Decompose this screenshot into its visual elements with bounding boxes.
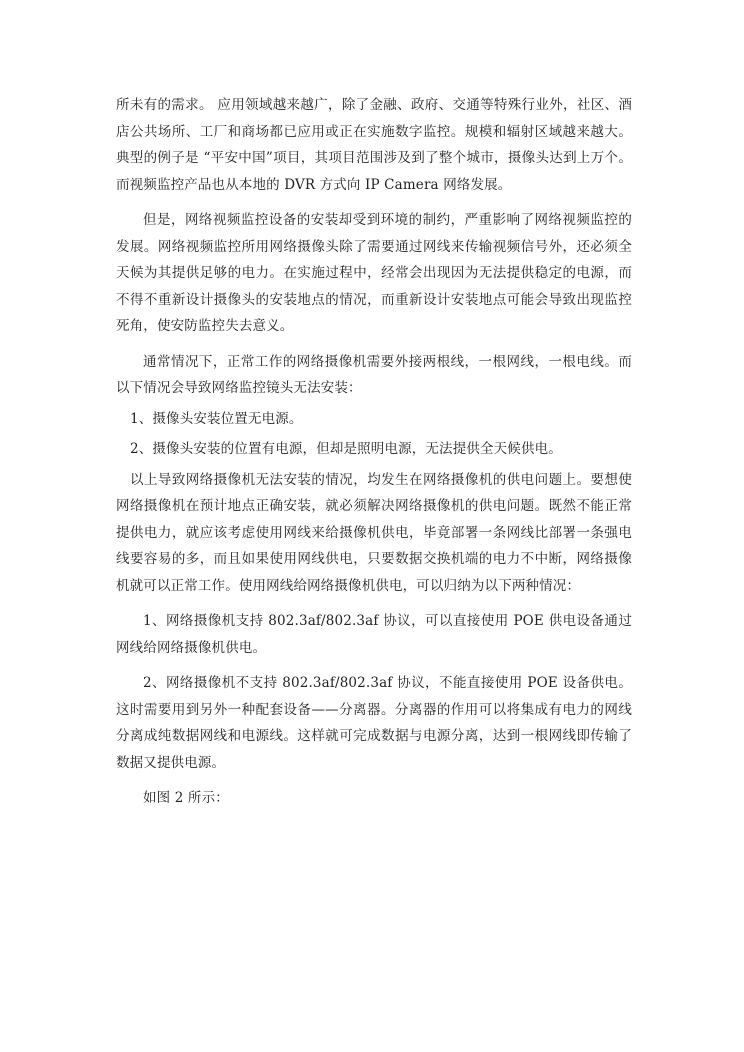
- paragraph-3: 通常情况下，正常工作的网络摄像机需要外接两根线，一根网线，一根电线。而以下情况会导致网络监控镜头无法安装：: [116, 353, 632, 396]
- paragraph-2: 但是，网络视频监控设备的安装却受到环境的制约，严重影响了网络视频监控的发展。网络视频监控所用网络摄像头除了需要通过网线来传输视频信号外，还必须全天候为其提供足够的电力。在实施过程中，经常会出现因为无法提供稳定的电源，而不得不重新设计摄像头的安装地点的情况，而重新设计安装地点可能会导致出现监控死角，使安防监控失去意义。: [116, 212, 632, 334]
- list-item-3: 1、网络摄像机支持 802.3af/802.3af 协议，可以直接使用 POE 供电设备通过网线给网络摄像机供电。: [116, 613, 632, 656]
- list-item-4: 2、网络摄像机不支持 802.3af/802.3af 协议，不能直接使用 POE 设备供电。这时需要用到另外一种配套设备——分离器。分离器的作用可以将集成有电力的网线分离成纯数据网线和电源线。这样就可完成数据与电源分离，达到一根网线即传输了数据又提供电源。: [116, 675, 632, 771]
- paragraph-4: 以上导致网络摄像机无法安装的情况，均发生在网络摄像机的供电问题上。要想使网络摄像机在预计地点正确安装，就必须解决网络摄像机的供电问题。既然不能正常提供电力，就应该考虑使用网线来给摄像机供电，毕竟部署一条网线比部署一条强电线要容易的多，而且如果使用网线供电，只要数据交换机端的电力不中断，网络摄像机就可以正常工作。使用网线给网络摄像机供电，可以归纳为以下两种情况：: [116, 471, 632, 594]
- figure-reference: 如图 2 所示：: [143, 790, 229, 806]
- list-item-1: 1、摄像头安装位置无电源。: [130, 410, 303, 427]
- paragraph-1: 所未有的需求。 应用领域越来越广，除了金融、政府、交通等特殊行业外，社区、酒店公共场所、工厂和商场都已应用或正在实施数字监控。规模和辐射区域越来越大。典型的例子是 “平安中国”项目，其项目范围涉及到了整个城市，摄像头达到上万个。而视频监控产品也从本地的 DVR 方式向 IP Camera 网络发展。: [116, 97, 632, 193]
- document-body: [116, 92, 632, 812]
- list-item-2: 2、摄像头安装的位置有电源，但却是照明电源，无法提供全天候供电。: [130, 441, 562, 457]
